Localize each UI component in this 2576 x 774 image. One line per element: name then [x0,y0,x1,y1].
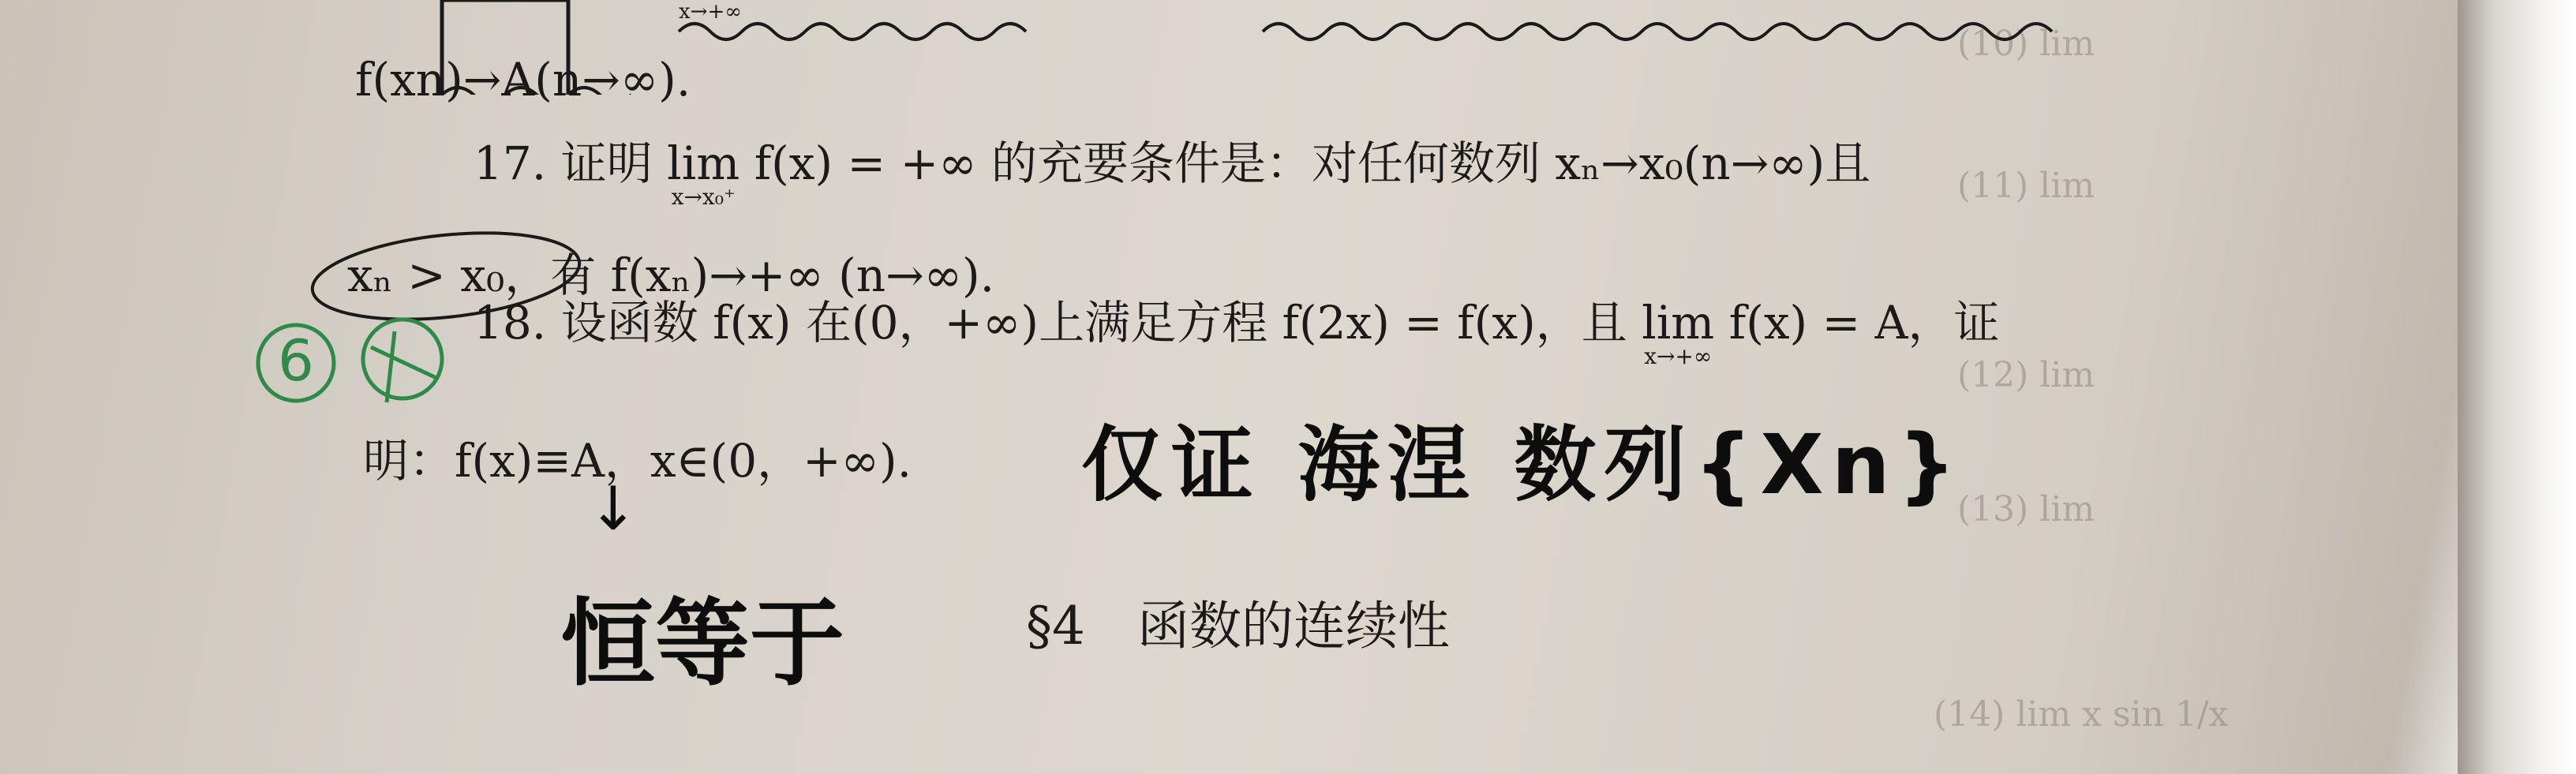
problem17-line2: xₙ > x₀，有 f(xₙ)→+∞ (n→∞). [347,249,995,302]
problem17-number: 17. [474,136,547,190]
page-right-edge [2458,0,2576,774]
handwritten-arrow: ↓ [588,473,638,544]
problem18-lim: lim [1642,296,1715,350]
ghost-text-2: (11) lim [1957,166,2095,206]
problem18-number: 18. [474,296,547,350]
problem18-line1 [474,296,2000,369]
problem18-line2: 明：f(x)≡A，x∈(0，+∞). [363,434,912,488]
problem17-line1 [474,136,1871,210]
problem18-text-after: f(x) = A，证 [1728,296,2000,350]
problem18-text-before: 设函数 f(x) 在(0，+∞)上满足方程 f(2x) = f(x)，且 [560,296,1627,350]
section-heading: §4 函数的连续性 [1026,596,1450,656]
problem17-text-after: f(x) = +∞ 的充要条件是：对任何数列 xₙ→x₀(n→∞)且 [754,136,1871,190]
green-circled-number: 6 [278,327,314,394]
top-line: f(xn)→A(n→∞). [355,53,691,107]
problem17-lim-sub: x→x₀⁺ [671,184,736,210]
problem17-text-before: 证明 [560,136,653,190]
ghost-text-3: (12) lim [1957,355,2095,395]
top-lim-fragment: x→+∞ [679,0,742,24]
problem18-lim-sub: x→+∞ [1644,343,1713,369]
ghost-text-4: (13) lim [1957,489,2095,529]
ghost-text-5: (14) lim x sin 1/x [1934,694,2229,735]
handwritten-meaning: 恒等于 [560,589,844,699]
handwritten-note: 仅证 海涅 数列{Xn} [1081,417,1964,513]
ghost-text-1: (10) lim [1957,24,2095,64]
problem17-lim: lim [667,136,740,190]
